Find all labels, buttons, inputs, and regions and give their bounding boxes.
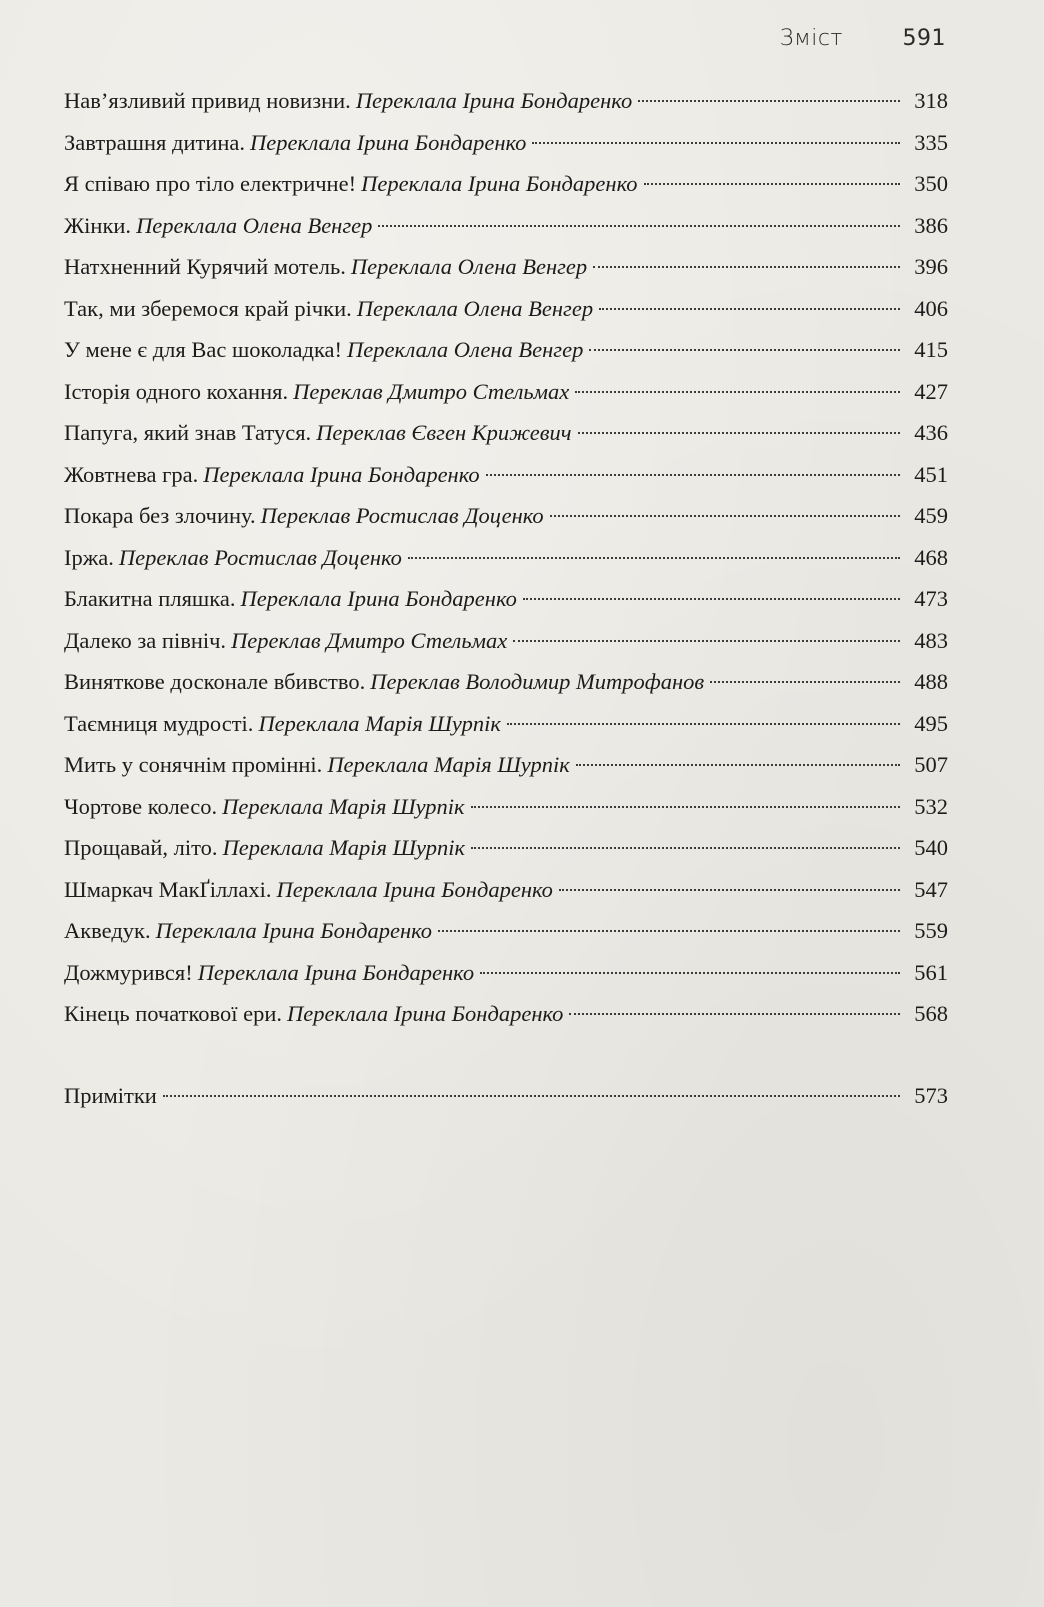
toc-entry-page: 568 [914, 1001, 948, 1026]
toc-entry [64, 252, 948, 294]
toc-entry [64, 667, 948, 709]
dot-leader [408, 557, 900, 559]
toc-entry-translator: Переклала Ірина Бондаренко [155, 918, 433, 943]
dot-leader [589, 349, 900, 351]
toc-entry [64, 833, 948, 875]
toc-entry-title: Історія одного кохання. [64, 378, 289, 404]
toc-entry [64, 86, 948, 128]
toc-entry-page: 406 [914, 295, 948, 321]
toc-entry [64, 460, 948, 502]
dot-leader [513, 640, 900, 642]
dot-leader [569, 1013, 900, 1015]
toc-entry-title: Нав’язливий привид новизни. [64, 88, 351, 113]
toc-entry-page: 473 [914, 586, 948, 611]
dot-leader [638, 100, 900, 102]
dot-leader [480, 972, 900, 974]
toc-entry [64, 709, 948, 751]
toc-entry [64, 294, 948, 336]
toc-entry-page: 468 [914, 544, 948, 570]
toc-entry [64, 750, 948, 792]
toc-entry-translator: Переклала Марія Шурпік [327, 752, 570, 777]
toc-entry-title: Шмаркач МакҐіллахі. [64, 876, 272, 902]
toc-entry-title: Покара без злочину. [64, 503, 256, 528]
toc-entry-page: 436 [914, 420, 948, 445]
toc-entry-title: Жінки. [64, 212, 132, 238]
toc-entry-title: Прощавай, літо. [64, 835, 218, 860]
toc-entry [64, 626, 948, 668]
toc-entry [64, 875, 948, 917]
toc-entry-translator: Переклав Ростислав Доценко [118, 544, 402, 570]
toc-entry-page: 459 [914, 503, 948, 528]
toc-entry-title: Мить у сонячнім промінні. [64, 752, 323, 777]
running-head-section: Зміст [779, 26, 843, 51]
toc-entry-page: 495 [914, 710, 948, 736]
running-head [780, 26, 946, 51]
toc-entry-title: Дожмурився! [64, 959, 193, 985]
toc-entry [64, 958, 948, 1000]
toc-entry [64, 792, 948, 834]
toc-entry-title: Завтрашня дитина. [64, 129, 246, 155]
toc-entry-page: 386 [914, 212, 948, 238]
toc-entry [64, 543, 948, 585]
toc-entry-translator: Переклала Ірина Бондаренко [361, 171, 638, 196]
toc-entry-translator: Переклала Марія Шурпік [222, 793, 465, 819]
toc-entry [64, 501, 948, 543]
toc-entry-translator: Переклала Ірина Бондаренко [287, 1001, 564, 1026]
toc-entry-title: Примітки [64, 1082, 157, 1108]
toc-entry [64, 128, 948, 170]
toc-entry-page: 573 [914, 1082, 948, 1108]
toc-entry [64, 377, 948, 419]
dot-leader [532, 142, 900, 144]
toc-entry-title: Таємниця мудрості. [64, 710, 254, 736]
toc-entry-title: Чортове колесо. [64, 793, 218, 819]
toc-entry-page: 561 [914, 959, 948, 985]
toc-entry-translator: Переклала Марія Шурпік [258, 710, 501, 736]
toc-entry-translator: Переклала Олена Венгер [350, 254, 588, 279]
toc-entry-title: Блакитна пляшка. [64, 586, 236, 611]
toc-entry-translator: Переклала Олена Венгер [347, 337, 584, 362]
toc-entry-page: 488 [914, 669, 948, 694]
toc-entry-page: 483 [914, 627, 948, 653]
toc-entry-page: 559 [914, 918, 948, 943]
toc-entry [64, 584, 948, 626]
toc-entry [64, 335, 948, 377]
dot-leader [523, 598, 900, 600]
toc-entry-page: 451 [914, 461, 948, 487]
toc-entry-translator: Переклав Євген Крижевич [316, 420, 572, 445]
toc-entry-page: 547 [914, 876, 948, 902]
toc-entry-title: Я співаю про тіло електричне! [64, 171, 357, 196]
toc-entry-translator: Переклала Ірина Бондаренко [355, 88, 633, 113]
dot-leader [486, 474, 900, 476]
toc-entry [64, 999, 948, 1041]
toc-entry-translator: Переклала Ірина Бондаренко [250, 129, 527, 155]
toc-entry-page: 396 [914, 254, 948, 279]
toc-entry-title: Іржа. [64, 544, 114, 570]
toc-entry-translator: Переклав Дмитро Стельмах [231, 627, 508, 653]
toc-entry [64, 418, 948, 460]
toc-entry-page: 507 [914, 752, 948, 777]
toc-entry-translator: Переклав Володимир Митрофанов [370, 669, 705, 694]
dot-leader [550, 515, 900, 517]
dot-leader [163, 1095, 900, 1097]
toc-entry-title: Папуга, який знав Татуся. [64, 420, 312, 445]
table-of-contents [64, 86, 948, 1122]
toc-entry-translator: Переклала Марія Шурпік [222, 835, 465, 860]
toc-entry-page: 532 [914, 793, 948, 819]
dot-leader [593, 266, 900, 268]
toc-entry-title: Натхненний Курячий мотель. [64, 254, 346, 279]
toc-entry-title: Жовтнева гра. [64, 461, 199, 487]
toc-entry-page: 318 [914, 88, 948, 113]
toc-entry-translator: Переклав Дмитро Стельмах [293, 378, 570, 404]
dot-leader [471, 847, 900, 849]
dot-leader [559, 889, 900, 891]
toc-entry-title: Так, ми зберемося край річки. [64, 295, 352, 321]
dot-leader [507, 723, 900, 725]
toc-entry-translator: Переклала Олена Венгер [356, 295, 594, 321]
dot-leader [576, 764, 900, 766]
toc-entry [64, 916, 948, 958]
toc-entry-page: 350 [914, 171, 948, 196]
toc-entry-page: 427 [914, 378, 948, 404]
page-number: 591 [902, 26, 946, 51]
toc-entry-page: 415 [914, 337, 948, 362]
dot-leader [578, 432, 900, 434]
toc-entry-title: Акведук. [64, 918, 151, 943]
toc-entry-page: 335 [914, 129, 948, 155]
toc-entry-translator: Переклала Ірина Бондаренко [276, 876, 553, 902]
toc-entry-translator: Переклала Ірина Бондаренко [197, 959, 475, 985]
toc-entry-translator: Переклав Ростислав Доценко [260, 503, 544, 528]
dot-leader [471, 806, 900, 808]
toc-entry-title: Кінець початкової ери. [64, 1001, 283, 1026]
dot-leader [599, 308, 900, 310]
toc-entry-notes [64, 1081, 948, 1123]
dot-leader [438, 930, 900, 932]
dot-leader [575, 391, 900, 393]
toc-entry-translator: Переклала Олена Венгер [136, 212, 373, 238]
toc-entry-translator: Переклала Ірина Бондаренко [240, 586, 517, 611]
toc-entry-title: Виняткове досконале вбивство. [64, 669, 366, 694]
dot-leader [378, 225, 900, 227]
toc-entry [64, 169, 948, 211]
dot-leader [644, 183, 901, 185]
toc-entry-title: У мене є для Вас шоколадка! [64, 337, 343, 362]
toc-entry [64, 211, 948, 253]
dot-leader [710, 681, 900, 683]
toc-entry-title: Далеко за північ. [64, 627, 227, 653]
toc-entry-translator: Переклала Ірина Бондаренко [203, 461, 480, 487]
toc-entry-page: 540 [914, 835, 948, 860]
